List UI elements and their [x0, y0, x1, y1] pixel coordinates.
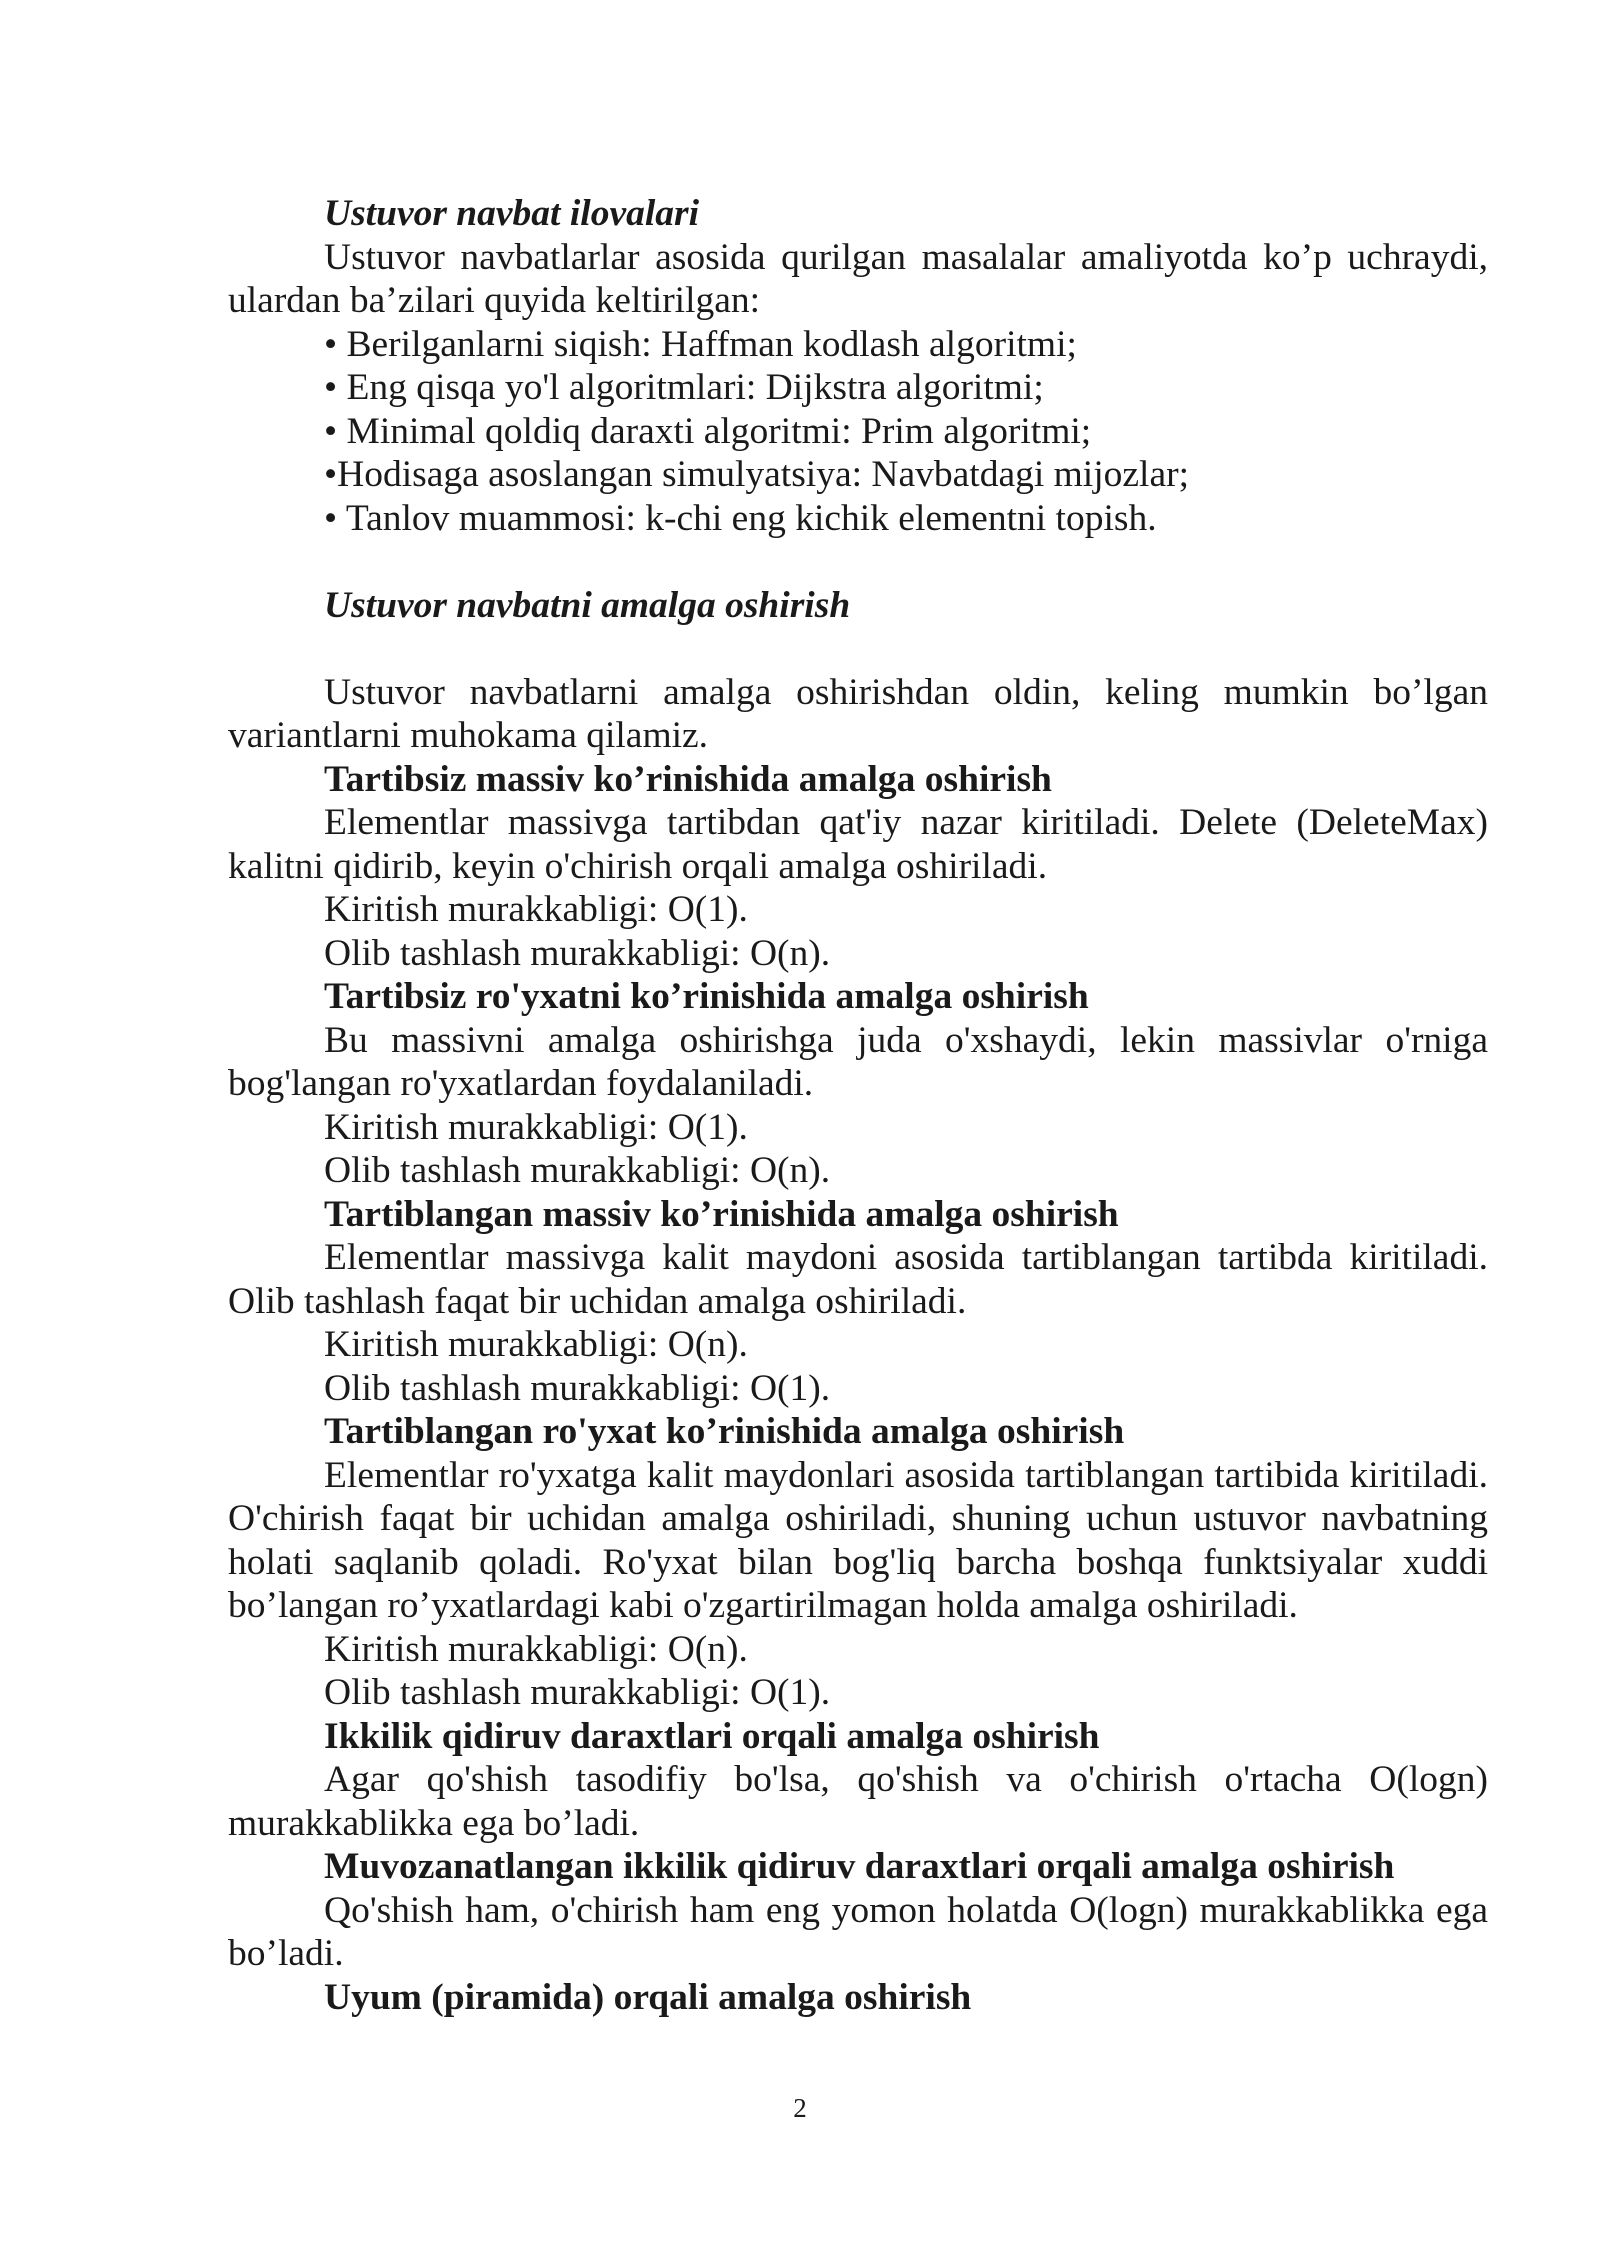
bullet-item: • Minimal qoldiq daraxti algoritmi: Prim algoritmi; — [324, 410, 1092, 452]
bullet-item: • Berilganlarni siqish: Haffman kodlash algoritmi; — [324, 323, 1077, 365]
section-heading: Ustuvor navbatni amalga oshirish — [324, 584, 851, 626]
bullet-item: •Hodisaga asoslangan simulyatsiya: Navbatdagi mijozlar; — [324, 454, 1190, 495]
bullet-item: • Tanlov muammosi: k-chi eng kichik elementni topish. — [324, 497, 1157, 539]
paragraph-line: Olib tashlash faqat bir uchidan amalga oshiriladi. — [228, 1280, 967, 1322]
complexity-insert: Kiritish murakkabligi: O(1). — [324, 1106, 748, 1148]
paragraph-line: Qo'shish ham, o'chirish ham eng yomon holatda O(logn) murakkablikka ega — [324, 1889, 1488, 1931]
paragraph-line: murakkablikka ega bo’ladi. — [228, 1802, 640, 1844]
paragraph-line: bo’ladi. — [228, 1933, 344, 1974]
paragraph-line: holati saqlanib qoladi. Ro'yxat bilan bog'liq barcha boshqa funktsiyalar xuddi — [228, 1541, 1488, 1583]
paragraph-line: ulardan ba’zilari quyida keltirilgan: — [228, 280, 761, 321]
complexity-insert: Kiritish murakkabligi: O(n). — [324, 1324, 748, 1365]
blank-line — [228, 540, 1488, 584]
subsection-title: Tartiblangan massiv ko’rinishida amalga oshirish — [324, 1193, 1119, 1235]
page-number: 2 — [793, 2093, 807, 2123]
paragraph-line: Elementlar massivga tartibdan qat'iy nazar kiritiladi. Delete (DeleteMax) — [324, 802, 1488, 843]
paragraph-line: bog'langan ro'yxatlardan foydalaniladi. — [228, 1063, 814, 1104]
paragraph-line: Ustuvor navbatlarlar asosida qurilgan masalalar amaliyotda ko’p uchraydi, — [324, 236, 1488, 278]
subsection-title: Tartiblangan ro'yxat ko’rinishida amalga oshirish — [324, 1411, 1125, 1452]
paragraph-line: bo’langan ro’yxatlardagi kabi o'zgartirilmagan holda amalga oshiriladi. — [228, 1585, 1298, 1626]
subsection-title: Ikkilik qidiruv daraxtlari orqali amalga oshirish — [324, 1715, 1100, 1757]
bullet-item: • Eng qisqa yo'l algoritmlari: Dijkstra algoritmi; — [324, 367, 1044, 408]
complexity-insert: Kiritish murakkabligi: O(n). — [324, 1628, 748, 1670]
blank-line — [228, 627, 1488, 671]
subsection-title: Tartibsiz ro'yxatni ko’rinishida amalga oshirish — [324, 976, 1089, 1017]
paragraph-line: Bu massivni amalga oshirishga juda o'xshaydi, lekin massivlar o'rniga — [324, 1019, 1488, 1061]
subsection-title: Muvozanatlangan ikkilik qidiruv daraxtlari orqali amalga oshirish — [324, 1846, 1395, 1887]
paragraph-line: kalitni qidirib, keyin o'chirish orqali amalga oshiriladi. — [228, 845, 1048, 887]
paragraph-line: Agar qo'shish tasodifiy bo'lsa, qo'shish va o'chirish o'rtacha O(logn) — [324, 1759, 1488, 1800]
subsection-title: Uyum (piramida) orqali amalga oshirish — [324, 1976, 972, 2018]
paragraph-line: variantlarni muhokama qilamiz. — [228, 715, 709, 756]
paragraph-line: Ustuvor navbatlarni amalga oshirishdan oldin, keling mumkin bo’lgan — [324, 671, 1488, 713]
paragraph-line: Elementlar ro'yxatga kalit maydonlari asosida tartiblangan tartibida kiritiladi. — [324, 1454, 1488, 1496]
complexity-remove: Olib tashlash murakkabligi: O(1). — [324, 1672, 831, 1713]
complexity-remove: Olib tashlash murakkabligi: O(n). — [324, 932, 831, 974]
subsection-title: Tartibsiz massiv ko’rinishida amalga oshirish — [324, 758, 1052, 800]
complexity-remove: Olib tashlash murakkabligi: O(n). — [324, 1150, 831, 1191]
paragraph-line: O'chirish faqat bir uchidan amalga oshiriladi, shuning uchun ustuvor navbatning — [228, 1498, 1488, 1539]
complexity-insert: Kiritish murakkabligi: O(1). — [324, 889, 748, 930]
complexity-remove: Olib tashlash murakkabligi: O(1). — [324, 1367, 831, 1409]
section-heading: Ustuvor navbat ilovalari — [324, 193, 700, 234]
paragraph-line: Elementlar massivga kalit maydoni asosida tartiblangan tartibda kiritiladi. — [324, 1237, 1488, 1278]
